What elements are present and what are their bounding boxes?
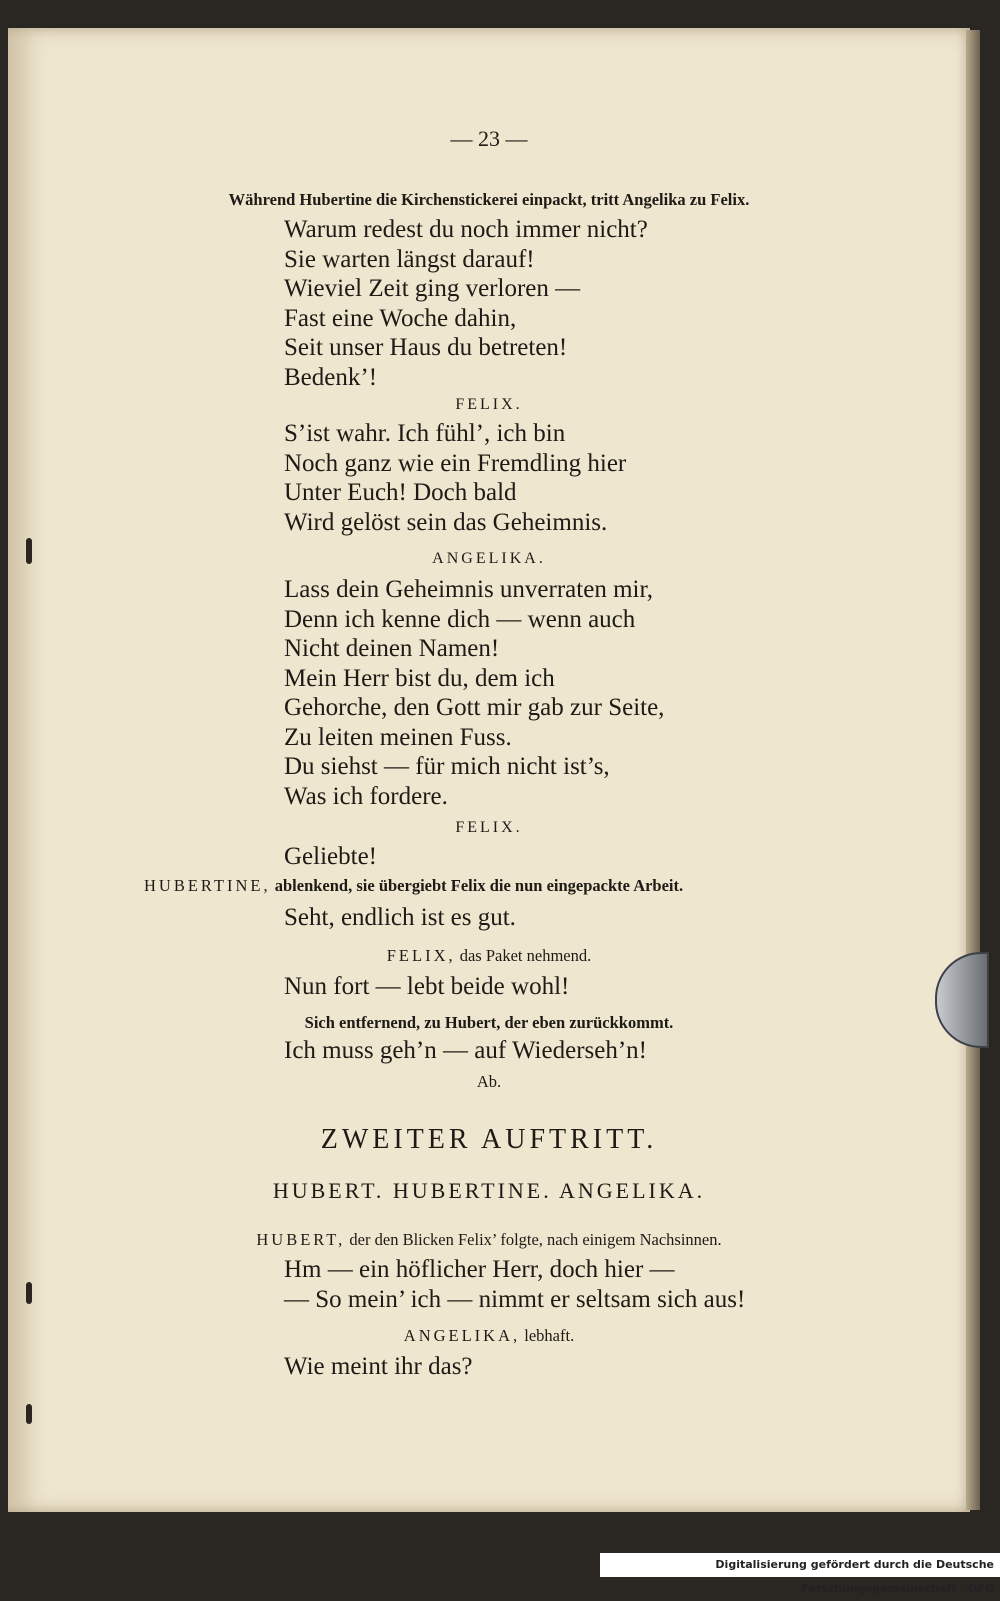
stage-direction-hubertine <box>144 876 683 896</box>
verse-line: Bedenk’! <box>284 364 378 391</box>
speaker-felix: FELIX, <box>386 946 456 965</box>
verse-line: Wieviel Zeit ging verloren — <box>284 275 581 302</box>
binding-hole <box>26 538 32 564</box>
page-edge <box>966 30 980 1510</box>
book-page <box>8 28 970 1512</box>
binding-hole <box>26 1404 32 1424</box>
page-number: — 23 — <box>450 126 528 151</box>
digitization-credit: Digitalisierung gefördert durch die Deutsche Forschungsgemeinschaft · DFG <box>600 1553 1000 1577</box>
scene-title: ZWEITER AUFTRITT. <box>320 1124 658 1155</box>
verse-line: Wie meint ihr das? <box>284 1353 473 1380</box>
speaker-hubert: HUBERT, <box>256 1230 346 1249</box>
stage-text: lebhaft. <box>524 1326 575 1345</box>
speaker-hubertine: HUBERTINE, <box>144 876 271 895</box>
verse-line: Denn ich kenne dich — wenn auch <box>284 606 636 633</box>
verse-line: Unter Euch! Doch bald <box>284 479 517 506</box>
stage-direction-hubert <box>8 1230 970 1250</box>
verse-line: Mein Herr bist du, dem ich <box>284 665 555 692</box>
verse-line: Wird gelöst sein das Geheimnis. <box>284 509 608 536</box>
speaker-angelika: ANGELIKA. <box>432 550 546 567</box>
verse-line: Du siehst — für mich nicht ist’s, <box>284 753 610 780</box>
verse-line: Was ich fordere. <box>284 783 448 810</box>
stage-direction-exit: Ab. <box>476 1072 502 1091</box>
verse-line: Nicht deinen Namen! <box>284 635 500 662</box>
stage-direction-1: Während Hubertine die Kirchenstickerei einpackt, tritt Angelika zu Felix. <box>228 190 750 209</box>
verse-line: Ich muss geh’n — auf Wiederseh’n! <box>284 1037 648 1064</box>
verse-line: Noch ganz wie ein Fremdling hier <box>284 450 627 477</box>
speaker-felix: FELIX. <box>455 819 523 836</box>
speaker-angelika: ANGELIKA, <box>403 1326 521 1345</box>
verse-line: S’ist wahr. Ich fühl’, ich bin <box>284 420 566 447</box>
stage-direction-felix <box>8 946 970 966</box>
verse-line: Hm — ein höflicher Herr, doch hier — <box>284 1256 675 1283</box>
verse-line: Warum redest du noch immer nicht? <box>284 216 648 243</box>
verse-line: Seit unser Haus du betreten! <box>284 334 568 361</box>
verse-line: — So mein’ ich — nimmt er seltsam sich aus! <box>284 1286 746 1313</box>
verse-line: Lass dein Geheimnis unverraten mir, <box>284 576 654 603</box>
verse-line: Gehorche, den Gott mir gab zur Seite, <box>284 694 665 721</box>
verse-line: Zu leiten meinen Fuss. <box>284 724 512 751</box>
stage-text: der den Blicken Felix’ folgte, nach einigem Nachsinnen. <box>349 1230 722 1249</box>
verse-line: Nun fort — lebt beide wohl! <box>284 973 570 1000</box>
stage-direction-2: Sich entfernend, zu Hubert, der eben zurückkommt. <box>304 1013 674 1032</box>
stage-text: das Paket nehmend. <box>459 946 592 965</box>
verse-line: Sie warten längst darauf! <box>284 246 535 273</box>
verse-line: Seht, endlich ist es gut. <box>284 904 516 931</box>
stage-text: ablenkend, sie übergiebt Felix die nun eingepackte Arbeit. <box>274 876 684 895</box>
verse-line: Fast eine Woche dahin, <box>284 305 517 332</box>
scene-characters: HUBERT. HUBERTINE. ANGELIKA. <box>272 1178 706 1203</box>
verse-line: Geliebte! <box>284 843 378 870</box>
binding-hole <box>26 1282 32 1304</box>
stage-direction-angelika <box>8 1326 970 1346</box>
speaker-felix: FELIX. <box>455 396 523 413</box>
